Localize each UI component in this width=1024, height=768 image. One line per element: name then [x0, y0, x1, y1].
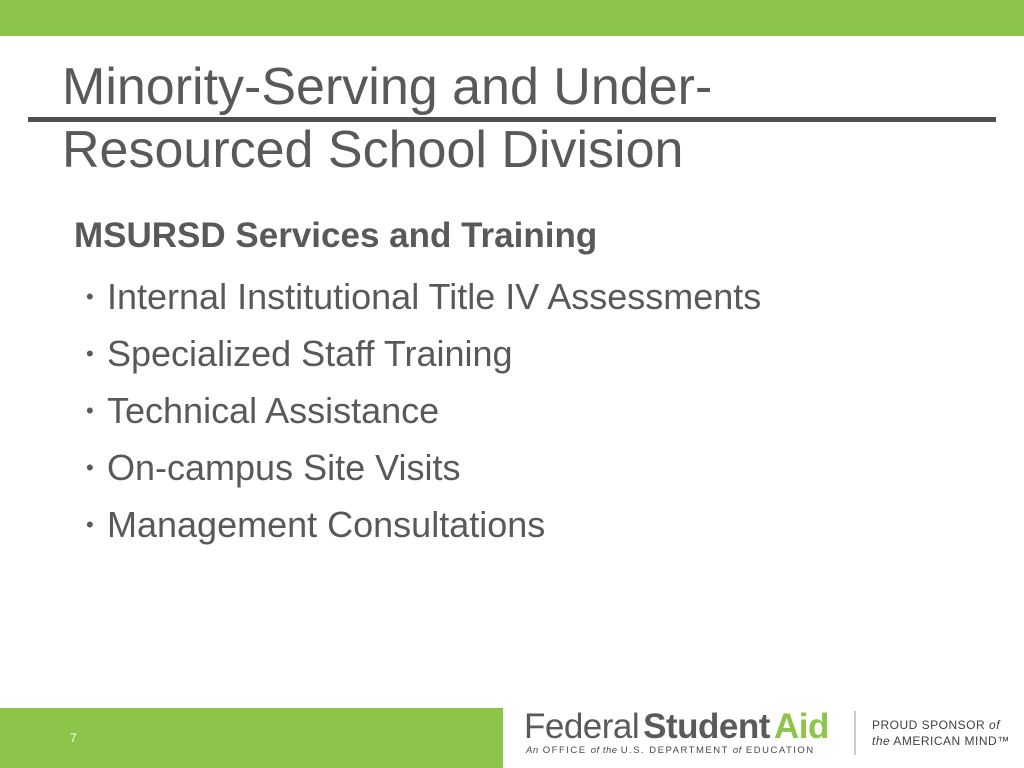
- slide-number: 7: [70, 731, 77, 745]
- tagline-an: An: [526, 745, 539, 756]
- bullet-item: [86, 268, 761, 325]
- bullet-text: On-campus Site Visits: [107, 446, 461, 488]
- logo-federal-text: Federal: [524, 708, 640, 746]
- top-accent-bar: [0, 0, 1024, 36]
- logo-tagline: [525, 745, 815, 756]
- logo-aid-text: Aid: [773, 708, 829, 746]
- bullet-dot-icon: •: [86, 511, 94, 537]
- sponsor-of: of: [989, 718, 1001, 732]
- slide-title: [62, 56, 962, 182]
- sponsor-line-1: [872, 718, 1001, 732]
- tagline-of-2: of: [732, 745, 742, 756]
- tagline-office: OFFICE: [538, 745, 591, 756]
- sponsor-the: the: [872, 734, 891, 748]
- tagline-education: EDUCATION: [741, 745, 815, 756]
- bullet-dot-icon: •: [86, 397, 94, 423]
- federal-student-aid-logo: [520, 708, 1020, 764]
- tagline-us-dept: U.S. DEPARTMENT: [620, 745, 733, 756]
- bullet-item: [86, 382, 761, 439]
- tagline-the: the: [599, 745, 621, 756]
- logo-student-text: Student: [643, 708, 770, 746]
- bullet-item: [86, 439, 761, 496]
- slide-title-line-1: Minority-Serving and Under-: [62, 58, 713, 116]
- sponsor-line-2: [872, 734, 1010, 748]
- bullet-text: Management Consultations: [107, 503, 546, 545]
- bullet-dot-icon: •: [86, 454, 94, 480]
- bullet-list: [86, 268, 761, 553]
- sponsor-text-1: PROUD SPONSOR: [872, 718, 990, 732]
- bullet-text: Technical Assistance: [107, 389, 440, 431]
- bullet-item: [86, 325, 761, 382]
- bullet-dot-icon: •: [86, 283, 94, 309]
- tagline-of-1: of: [590, 745, 600, 756]
- section-heading: MSURSD Services and Training: [74, 216, 598, 255]
- bullet-dot-icon: •: [86, 340, 94, 366]
- logo-wordmark: [524, 708, 829, 746]
- bullet-text: Internal Institutional Title IV Assessments: [107, 275, 762, 317]
- slide-title-line-2: Resourced School Division: [62, 121, 684, 179]
- bullet-item: [86, 496, 761, 553]
- sponsor-text-2: AMERICAN MIND™: [890, 734, 1010, 748]
- bullet-text: Specialized Staff Training: [107, 332, 513, 374]
